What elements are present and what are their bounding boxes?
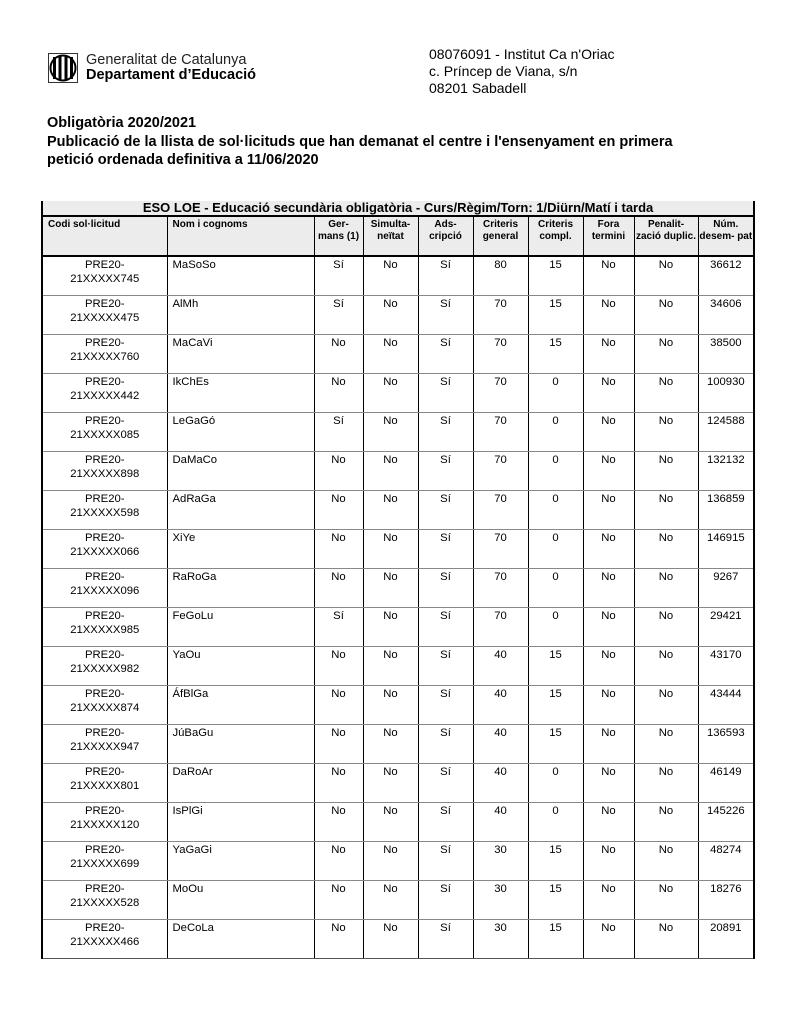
cell-desempat: 18276 [698, 881, 754, 920]
cell-criteris-compl: 0 [528, 413, 583, 452]
code-prefix: PRE20- [84, 805, 125, 817]
cell-germans: No [314, 452, 363, 491]
table-row [42, 491, 754, 530]
cell-penalitzacio: No [634, 530, 698, 569]
cell-fora-termini: No [583, 764, 634, 803]
cell-penalitzacio: No [634, 842, 698, 881]
cell-desempat: 146915 [698, 530, 754, 569]
cell-simultaneitat: No [363, 335, 418, 374]
cell-fora-termini: No [583, 374, 634, 413]
code-prefix: PRE20- [84, 415, 125, 427]
cell-simultaneitat: No [363, 256, 418, 296]
cell-name: MoOu [167, 881, 314, 920]
cell-penalitzacio: No [634, 335, 698, 374]
cell-penalitzacio: No [634, 452, 698, 491]
catalan-coat-of-arms-icon [48, 53, 78, 83]
col-header-germans: Ger- mans (1) [314, 216, 363, 256]
code-suffix: 21XXXXX528 [70, 897, 140, 909]
cell-criteris-compl: 0 [528, 764, 583, 803]
school-address: c. Príncep de Viana, s/n [429, 63, 578, 79]
table-row [42, 647, 754, 686]
logo-line-generalitat: Generalitat de Catalunya [86, 52, 247, 68]
cell-germans: Sí [314, 256, 363, 296]
cell-criteris-compl: 15 [528, 256, 583, 296]
cell-adscripcio: Sí [418, 413, 473, 452]
cell-desempat: 29421 [698, 608, 754, 647]
cell-adscripcio: Sí [418, 256, 473, 296]
cell-criteris-general: 80 [473, 256, 528, 296]
code-suffix: 21XXXXX085 [70, 429, 140, 441]
table-row [42, 764, 754, 803]
cell-criteris-general: 70 [473, 569, 528, 608]
cell-name: YaOu [167, 647, 314, 686]
cell-adscripcio: Sí [418, 803, 473, 842]
cell-name: ÁfBlGa [167, 686, 314, 725]
cell-criteris-compl: 0 [528, 608, 583, 647]
code-prefix: PRE20- [84, 571, 125, 583]
cell-germans: No [314, 647, 363, 686]
cell-simultaneitat: No [363, 647, 418, 686]
cell-codi [42, 686, 167, 725]
cell-name: IsPlGi [167, 803, 314, 842]
cell-germans: No [314, 842, 363, 881]
cell-adscripcio: Sí [418, 920, 473, 959]
cell-adscripcio: Sí [418, 764, 473, 803]
cell-desempat: 132132 [698, 452, 754, 491]
code-suffix: 21XXXXX096 [70, 585, 140, 597]
cell-name: FeGoLu [167, 608, 314, 647]
code-suffix: 21XXXXX442 [70, 390, 140, 402]
school-name: 08076091 - Institut Ca n'Oriac [429, 46, 615, 62]
cell-fora-termini: No [583, 530, 634, 569]
cell-germans: No [314, 764, 363, 803]
cell-codi [42, 608, 167, 647]
code-suffix: 21XXXXX985 [70, 624, 140, 636]
cell-simultaneitat: No [363, 530, 418, 569]
cell-fora-termini: No [583, 647, 634, 686]
cell-codi [42, 881, 167, 920]
cell-fora-termini: No [583, 296, 634, 335]
cell-desempat: 136593 [698, 725, 754, 764]
title-date: petició ordenada definitiva a 11/06/2020 [47, 152, 319, 168]
code-prefix: PRE20- [84, 844, 125, 856]
cell-penalitzacio: No [634, 608, 698, 647]
cell-codi [42, 491, 167, 530]
cell-fora-termini: No [583, 569, 634, 608]
cell-name: AlMh [167, 296, 314, 335]
cell-germans: No [314, 881, 363, 920]
cell-name: AdRaGa [167, 491, 314, 530]
cell-criteris-general: 70 [473, 413, 528, 452]
cell-desempat: 136859 [698, 491, 754, 530]
cell-desempat: 20891 [698, 920, 754, 959]
cell-penalitzacio: No [634, 374, 698, 413]
cell-penalitzacio: No [634, 256, 698, 296]
table-row [42, 569, 754, 608]
cell-penalitzacio: No [634, 491, 698, 530]
document-title [47, 114, 767, 170]
cell-fora-termini: No [583, 608, 634, 647]
code-suffix: 21XXXXX120 [70, 819, 140, 831]
cell-criteris-general: 40 [473, 647, 528, 686]
cell-desempat: 145226 [698, 803, 754, 842]
cell-criteris-compl: 0 [528, 569, 583, 608]
cell-penalitzacio: No [634, 920, 698, 959]
code-prefix: PRE20- [84, 727, 125, 739]
code-suffix: 21XXXXX475 [70, 312, 140, 324]
cell-adscripcio: Sí [418, 881, 473, 920]
cell-germans: No [314, 920, 363, 959]
cell-simultaneitat: No [363, 686, 418, 725]
col-header-penalitzacio: Penalit- zació duplic. [634, 216, 698, 256]
cell-simultaneitat: No [363, 452, 418, 491]
code-suffix: 21XXXXX760 [70, 351, 140, 363]
table-row [42, 530, 754, 569]
cell-germans: No [314, 374, 363, 413]
school-info [429, 46, 615, 97]
cell-fora-termini: No [583, 452, 634, 491]
table-row [42, 608, 754, 647]
table-row [42, 842, 754, 881]
cell-simultaneitat: No [363, 725, 418, 764]
cell-name: DaMaCo [167, 452, 314, 491]
table-caption: ESO LOE - Educació secundària obligatòria - Curs/Règim/Torn: 1/Diürn/Matí i tarda [42, 201, 754, 216]
cell-criteris-general: 70 [473, 491, 528, 530]
cell-germans: No [314, 569, 363, 608]
cell-name: JúBaGu [167, 725, 314, 764]
cell-germans: No [314, 803, 363, 842]
cell-codi [42, 725, 167, 764]
cell-codi [42, 803, 167, 842]
cell-adscripcio: Sí [418, 647, 473, 686]
code-prefix: PRE20- [84, 454, 125, 466]
table-row [42, 881, 754, 920]
cell-desempat: 100930 [698, 374, 754, 413]
cell-desempat: 48274 [698, 842, 754, 881]
table-row [42, 374, 754, 413]
cell-name: DeCoLa [167, 920, 314, 959]
table-row [42, 296, 754, 335]
cell-criteris-general: 70 [473, 608, 528, 647]
cell-criteris-compl: 15 [528, 842, 583, 881]
cell-adscripcio: Sí [418, 296, 473, 335]
cell-fora-termini: No [583, 413, 634, 452]
cell-simultaneitat: No [363, 374, 418, 413]
code-suffix: 21XXXXX801 [70, 780, 140, 792]
title-year: Obligatòria 2020/2021 [47, 115, 197, 131]
cell-adscripcio: Sí [418, 452, 473, 491]
cell-desempat: 46149 [698, 764, 754, 803]
cell-name: IkChEs [167, 374, 314, 413]
code-prefix: PRE20- [84, 376, 125, 388]
cell-criteris-compl: 0 [528, 530, 583, 569]
cell-criteris-compl: 15 [528, 881, 583, 920]
cell-simultaneitat: No [363, 920, 418, 959]
cell-simultaneitat: No [363, 764, 418, 803]
code-prefix: PRE20- [84, 610, 125, 622]
cell-simultaneitat: No [363, 608, 418, 647]
cell-name: RaRoGa [167, 569, 314, 608]
cell-adscripcio: Sí [418, 569, 473, 608]
cell-simultaneitat: No [363, 413, 418, 452]
cell-name: LeGaGó [167, 413, 314, 452]
table-row [42, 725, 754, 764]
cell-adscripcio: Sí [418, 530, 473, 569]
code-prefix: PRE20- [84, 493, 125, 505]
col-header-desempat: Núm. desem- pat [698, 216, 754, 256]
cell-penalitzacio: No [634, 296, 698, 335]
cell-name: YaGaGi [167, 842, 314, 881]
col-header-nom: Nom i cognoms [167, 216, 314, 256]
cell-simultaneitat: No [363, 803, 418, 842]
cell-codi [42, 374, 167, 413]
cell-criteris-general: 70 [473, 452, 528, 491]
code-suffix: 21XXXXX947 [70, 741, 140, 753]
cell-simultaneitat: No [363, 569, 418, 608]
cell-criteris-compl: 0 [528, 374, 583, 413]
col-header-fora-termini: Fora termini [583, 216, 634, 256]
table-row [42, 452, 754, 491]
title-description: Publicació de la llista de sol·licituds que han demanat el centre i l'ensenyament en primera [47, 133, 673, 150]
cell-penalitzacio: No [634, 725, 698, 764]
code-prefix: PRE20- [84, 337, 125, 349]
applications-table-container [41, 201, 753, 959]
cell-adscripcio: Sí [418, 686, 473, 725]
cell-penalitzacio: No [634, 569, 698, 608]
cell-germans: No [314, 491, 363, 530]
cell-criteris-general: 40 [473, 803, 528, 842]
logo-line-departament: Departament d’Educació [86, 67, 257, 83]
cell-penalitzacio: No [634, 803, 698, 842]
cell-germans: Sí [314, 608, 363, 647]
code-prefix: PRE20- [84, 922, 125, 934]
cell-fora-termini: No [583, 920, 634, 959]
cell-criteris-compl: 0 [528, 803, 583, 842]
code-suffix: 21XXXXX598 [70, 507, 140, 519]
code-suffix: 21XXXXX466 [70, 936, 140, 948]
code-prefix: PRE20- [84, 766, 125, 778]
cell-criteris-compl: 0 [528, 452, 583, 491]
cell-codi [42, 647, 167, 686]
cell-adscripcio: Sí [418, 725, 473, 764]
table-header-row [42, 216, 754, 256]
cell-criteris-general: 40 [473, 764, 528, 803]
cell-codi [42, 256, 167, 296]
cell-germans: No [314, 686, 363, 725]
cell-germans: Sí [314, 413, 363, 452]
cell-germans: No [314, 530, 363, 569]
cell-criteris-compl: 15 [528, 335, 583, 374]
cell-fora-termini: No [583, 725, 634, 764]
cell-desempat: 9267 [698, 569, 754, 608]
col-header-criteris-general: Criteris general [473, 216, 528, 256]
cell-codi [42, 764, 167, 803]
cell-criteris-general: 70 [473, 335, 528, 374]
cell-criteris-general: 40 [473, 686, 528, 725]
code-prefix: PRE20- [84, 532, 125, 544]
cell-name: MaSoSo [167, 256, 314, 296]
code-prefix: PRE20- [84, 883, 125, 895]
cell-fora-termini: No [583, 842, 634, 881]
cell-criteris-compl: 0 [528, 491, 583, 530]
cell-criteris-compl: 15 [528, 647, 583, 686]
cell-desempat: 124588 [698, 413, 754, 452]
cell-criteris-general: 70 [473, 296, 528, 335]
cell-simultaneitat: No [363, 881, 418, 920]
table-row [42, 920, 754, 959]
table-row [42, 335, 754, 374]
code-suffix: 21XXXXX745 [70, 273, 140, 285]
cell-criteris-general: 30 [473, 842, 528, 881]
code-suffix: 21XXXXX874 [70, 702, 140, 714]
cell-desempat: 43444 [698, 686, 754, 725]
cell-name: XiYe [167, 530, 314, 569]
cell-criteris-general: 30 [473, 881, 528, 920]
cell-adscripcio: Sí [418, 608, 473, 647]
col-header-simultaneitat: Simulta- neïtat [363, 216, 418, 256]
cell-penalitzacio: No [634, 686, 698, 725]
cell-germans: No [314, 335, 363, 374]
cell-desempat: 36612 [698, 256, 754, 296]
col-header-criteris-compl: Criteris compl. [528, 216, 583, 256]
cell-codi [42, 452, 167, 491]
cell-criteris-compl: 15 [528, 686, 583, 725]
cell-fora-termini: No [583, 491, 634, 530]
cell-fora-termini: No [583, 256, 634, 296]
col-header-codi: Codi sol·licitud [42, 216, 167, 256]
cell-fora-termini: No [583, 881, 634, 920]
cell-simultaneitat: No [363, 491, 418, 530]
school-city: 08201 Sabadell [429, 80, 527, 96]
cell-simultaneitat: No [363, 296, 418, 335]
cell-criteris-compl: 15 [528, 725, 583, 764]
cell-criteris-general: 40 [473, 725, 528, 764]
cell-name: MaCaVi [167, 335, 314, 374]
code-suffix: 21XXXXX066 [70, 546, 140, 558]
cell-codi [42, 530, 167, 569]
cell-simultaneitat: No [363, 842, 418, 881]
cell-fora-termini: No [583, 335, 634, 374]
cell-germans: No [314, 725, 363, 764]
cell-penalitzacio: No [634, 881, 698, 920]
code-suffix: 21XXXXX699 [70, 858, 140, 870]
cell-codi [42, 569, 167, 608]
table-row [42, 686, 754, 725]
cell-adscripcio: Sí [418, 374, 473, 413]
cell-codi [42, 413, 167, 452]
code-suffix: 21XXXXX898 [70, 468, 140, 480]
code-prefix: PRE20- [84, 259, 125, 271]
cell-adscripcio: Sí [418, 335, 473, 374]
code-prefix: PRE20- [84, 688, 125, 700]
cell-desempat: 34606 [698, 296, 754, 335]
cell-penalitzacio: No [634, 647, 698, 686]
cell-penalitzacio: No [634, 413, 698, 452]
cell-codi [42, 335, 167, 374]
cell-criteris-general: 70 [473, 374, 528, 413]
cell-desempat: 43170 [698, 647, 754, 686]
applications-table [41, 201, 755, 959]
cell-criteris-general: 30 [473, 920, 528, 959]
table-row [42, 413, 754, 452]
col-header-adscripcio: Ads- cripció [418, 216, 473, 256]
cell-codi [42, 920, 167, 959]
code-suffix: 21XXXXX982 [70, 663, 140, 675]
code-prefix: PRE20- [84, 649, 125, 661]
table-row [42, 256, 754, 296]
header-logo [48, 53, 256, 83]
cell-fora-termini: No [583, 686, 634, 725]
cell-codi [42, 842, 167, 881]
cell-criteris-compl: 15 [528, 296, 583, 335]
cell-penalitzacio: No [634, 764, 698, 803]
cell-adscripcio: Sí [418, 491, 473, 530]
cell-name: DaRoAr [167, 764, 314, 803]
cell-criteris-general: 70 [473, 530, 528, 569]
table-row [42, 803, 754, 842]
cell-fora-termini: No [583, 803, 634, 842]
cell-codi [42, 296, 167, 335]
code-prefix: PRE20- [84, 298, 125, 310]
cell-germans: Sí [314, 296, 363, 335]
cell-adscripcio: Sí [418, 842, 473, 881]
cell-desempat: 38500 [698, 335, 754, 374]
cell-criteris-compl: 15 [528, 920, 583, 959]
